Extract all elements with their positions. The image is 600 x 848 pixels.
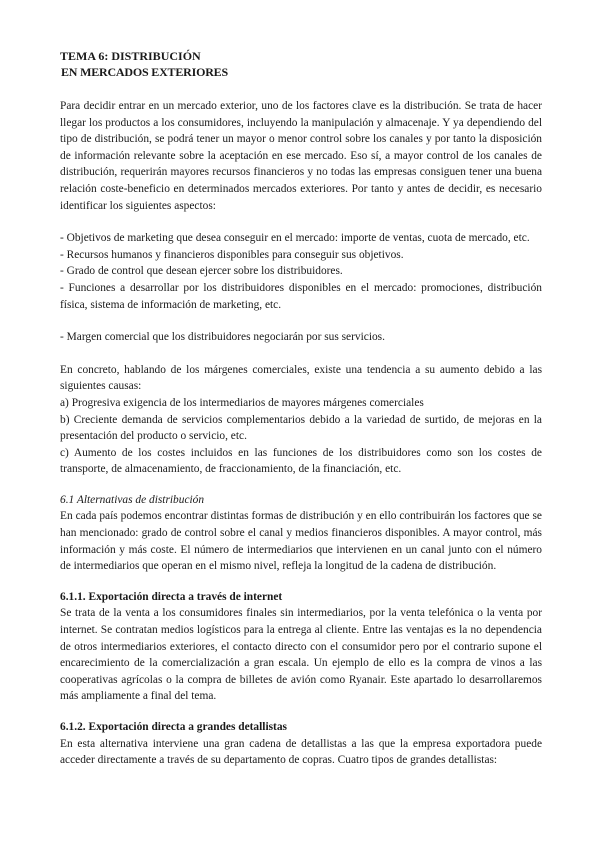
cause-item: b) Creciente demanda de servicios complementarios debido a la variedad de surtido, de mejoras en la presentación del producto o servicio, etc.	[60, 413, 542, 443]
margins-intro-paragraph: En concreto, hablando de los márgenes comerciales, existe una tendencia a su aumento debido a las siguientes causas:	[60, 363, 542, 393]
title-line-2: EN MERCADOS EXTERIORES	[61, 65, 228, 79]
document-title	[60, 48, 542, 80]
cause-item: c) Aumento de los costes incluidos en las funciones de los distribuidores como son los costes de transporte, de almacenamiento, de fraccionamiento, de la financiación, etc.	[60, 446, 542, 476]
section-6-1-1-heading: 6.1.1. Exportación directa a través de internet	[60, 590, 283, 603]
section-6-1-2-heading: 6.1.2. Exportación directa a grandes detallistas	[60, 721, 287, 733]
aspects-list	[60, 230, 542, 313]
causes-list	[60, 395, 542, 478]
aspect-item: - Objetivos de marketing que desea conseguir en el mercado: importe de ventas, cuota de mercado, etc.	[60, 232, 530, 245]
aspect-item: - Grado de control que desean ejercer sobre los distribuidores.	[60, 265, 343, 278]
section-6-1-heading: 6.1 Alternativas de distribución	[60, 493, 205, 506]
document-page	[60, 48, 542, 769]
aspect-item: - Recursos humanos y financieros disponibles para conseguir sus objetivos.	[60, 248, 404, 261]
title-line-1: TEMA 6: DISTRIBUCIÓN	[60, 49, 201, 63]
section-6-1-2-text: En esta alternativa interviene una gran cadena de detallistas a las que la empresa exportadora puede acceder directamente a través de su departamento de copras. Cuatro tipos de grandes detallistas:	[60, 737, 542, 767]
aspect-item: - Funciones a desarrollar por los distribuidores disponibles en el mercado: promociones, distribución física, sistema de información de marketing, etc.	[60, 281, 542, 311]
section-6-1-1-text: Se trata de la venta a los consumidores finales sin intermediarios, por la venta telefónica o la venta por internet. Se contratan medios logísticos para la entrega al cliente. Entre las ventajas es la no dependencia de otros intermediarios exteriores, el contacto directo con el consumidor pero por el contrario supone el encarecimiento de la comercialización a gran escala. Un ejemplo de ello es la compra de vinos a las cooperativas agrícolas o la compra de billetes de avión como Ryanair. Este apartado lo desarrollaremos más ampliamente a final del tema.	[60, 607, 542, 703]
cause-item: a) Progresiva exigencia de los intermediarios de mayores márgenes comerciales	[60, 396, 424, 409]
intro-paragraph: Para decidir entrar en un mercado exterior, uno de los factores clave es la distribución. Se trata de hacer llegar los productos a los consumidores, incluyendo la manipulación y almacenaje. Y ya dependiendo del tipo de distribución, se podrá tener un mayor o menor control sobre los canales y por tanto la disposición de información relevante sobre la aceptación en ese mercado. Eso sí, a mayor control de los canales de distribución, requerirán mayores recursos financieros y no todas las empresas consiguen tener una buena relación coste-beneficio en determinados mercados exteriores. Por tanto y antes de decidir, es necesario identificar los siguientes aspectos:	[60, 100, 542, 212]
margin-item: - Margen comercial que los distribuidores negociarán por sus servicios.	[60, 331, 385, 344]
section-6-1-text: En cada país podemos encontrar distintas formas de distribución y en ello contribuirán los factores que se han mencionado: grado de control sobre el canal y medios financieros disponibles. A mayor control, más información y más coste. El número de intermediarios que intervienen en un canal junto con el número de intermediarios que operan en el mismo nivel, refleja la longitud de la cadena de distribución.	[60, 510, 542, 573]
